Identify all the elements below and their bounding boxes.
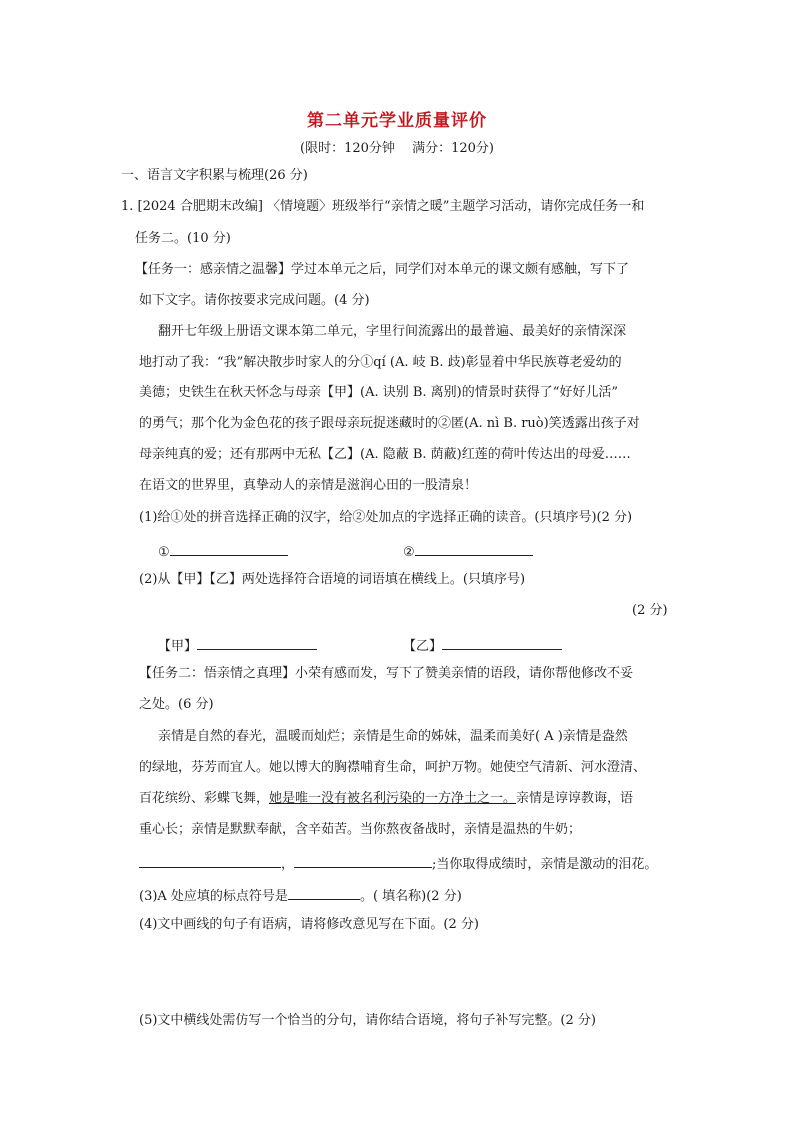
answer-blank-2 [403, 541, 533, 561]
passage2-line [139, 791, 633, 807]
task2-line1: 【任务二：悟亲情之真理】小荣有感而发，写下了赞美亲情的语段，请你帮他修改不妥 [139, 666, 634, 681]
fill-blank-line[interactable] [294, 853, 432, 868]
passage1-line: 在语文的世界里，真挚动人的亲情是滋润心田的一股清泉！ [139, 478, 478, 493]
section-heading: 一、语言文字积累与梳理(26 分) [121, 168, 308, 183]
question-source: 1. [2024 合肥期末改编] [121, 199, 268, 214]
passage2-line: 的绿地，芬芳而宜人。她以博大的胸襟哺育生命，呵护万物。她使空气清新、河水澄清、 [139, 760, 647, 775]
time-score-info: (限时：120分钟 满分：120分) [300, 141, 494, 156]
punctuation-blank[interactable] [288, 885, 360, 900]
passage1-line: 母亲纯真的爱；还有那两中无私【乙】(A. 隐蔽 B. 荫蔽)红莲的荷叶传达出的母爱…… [139, 447, 631, 462]
passage1-line: 地打动了我：“我”解决散步时家人的分①qí (A. 岐 B. 歧)彰显着中华民族尊老爱幼的 [139, 355, 622, 370]
blank-label-yi: 【乙】 [403, 639, 443, 654]
blank-line[interactable] [442, 635, 562, 650]
blank-line[interactable] [197, 635, 317, 650]
fill-blank-line[interactable] [139, 853, 281, 868]
task2-line2: 之处。(6 分) [139, 697, 214, 712]
passage2-text: ， [281, 857, 295, 872]
passage2-text: 百花缤纷、彩蝶飞舞， [139, 791, 270, 806]
task1-line1: 【任务一：感亲情之温馨】学过本单元之后，同学们对本单元的课文颇有感触，写下了 [135, 262, 630, 277]
answer-blank-1 [158, 541, 288, 561]
subquestion-4: (4)文中画线的句子有语病，请将修改意见写在下面。(2 分) [139, 917, 479, 932]
subquestion-2-score: (2 分) [632, 603, 668, 618]
passage2-line: 重心长；亲情是默默奉献，含辛茹苦。当你熬夜备战时，亲情是温热的牛奶； [139, 822, 582, 837]
subquestion-2: (2)从【甲】【乙】两处选择符合语境的词语填在横线上。(只填序号) [139, 572, 526, 587]
question-1-intro [121, 199, 644, 215]
subquestion-5: (5)文中横线处需仿写一个恰当的分句，请你结合语境，将句子补写完整。(2 分) [139, 1013, 596, 1028]
passage2-line [139, 853, 657, 873]
passage1-line: 美德；史铁生在秋天怀念与母亲【甲】(A. 诀别 B. 离别)的情景时获得了“好好儿活” [139, 385, 619, 400]
passage1-line: 的勇气；那个化为金色花的孩子跟母亲玩捉迷藏时的②匿(A. nì B. ruò)笑透露出孩子对 [139, 416, 640, 431]
subquestion-3-text: 。( 填名称)(2 分) [359, 889, 462, 904]
passage2-line: 亲情是自然的春光，温暖而灿烂；亲情是生命的姊妹，温柔而美好( A )亲情是盎然 [158, 729, 628, 744]
underlined-sentence: 她是唯一没有被名利污染的一方净土之一。 [269, 791, 517, 806]
blank-label-2: ② [403, 545, 415, 560]
subquestion-3 [139, 885, 462, 905]
blank-line[interactable] [170, 541, 288, 556]
page-title: 第二单元学业质量评价 [307, 111, 487, 131]
question-1-line2: 任务二。(10 分) [135, 231, 231, 246]
subquestion-1: (1)给①处的拼音选择正确的汉字，给②处加点的字选择正确的读音。(只填序号)(2 分) [139, 510, 633, 525]
passage2-text: ;当你取得成绩时，亲情是激动的泪花。 [432, 857, 658, 872]
answer-blank-jia [158, 635, 317, 655]
passage2-text: 亲情是谆谆教诲，语 [516, 791, 634, 806]
question-1-text: 班级举行“亲情之暖”主题学习活动，请你完成任务一和 [332, 199, 645, 214]
task1-line2: 如下文字。请你按要求完成问题。(4 分) [139, 293, 370, 308]
blank-label-jia: 【甲】 [158, 639, 198, 654]
passage1-line: 翻开七年级上册语文课本第二单元，字里行间流露出的最普遍、最美好的亲情深深 [158, 324, 627, 339]
blank-label-1: ① [158, 545, 170, 560]
blank-line[interactable] [415, 541, 533, 556]
subquestion-3-text: (3)A 处应填的标点符号是 [139, 889, 288, 904]
scenario-tag: 〈情境题〉 [267, 199, 333, 214]
answer-blank-yi [403, 635, 562, 655]
